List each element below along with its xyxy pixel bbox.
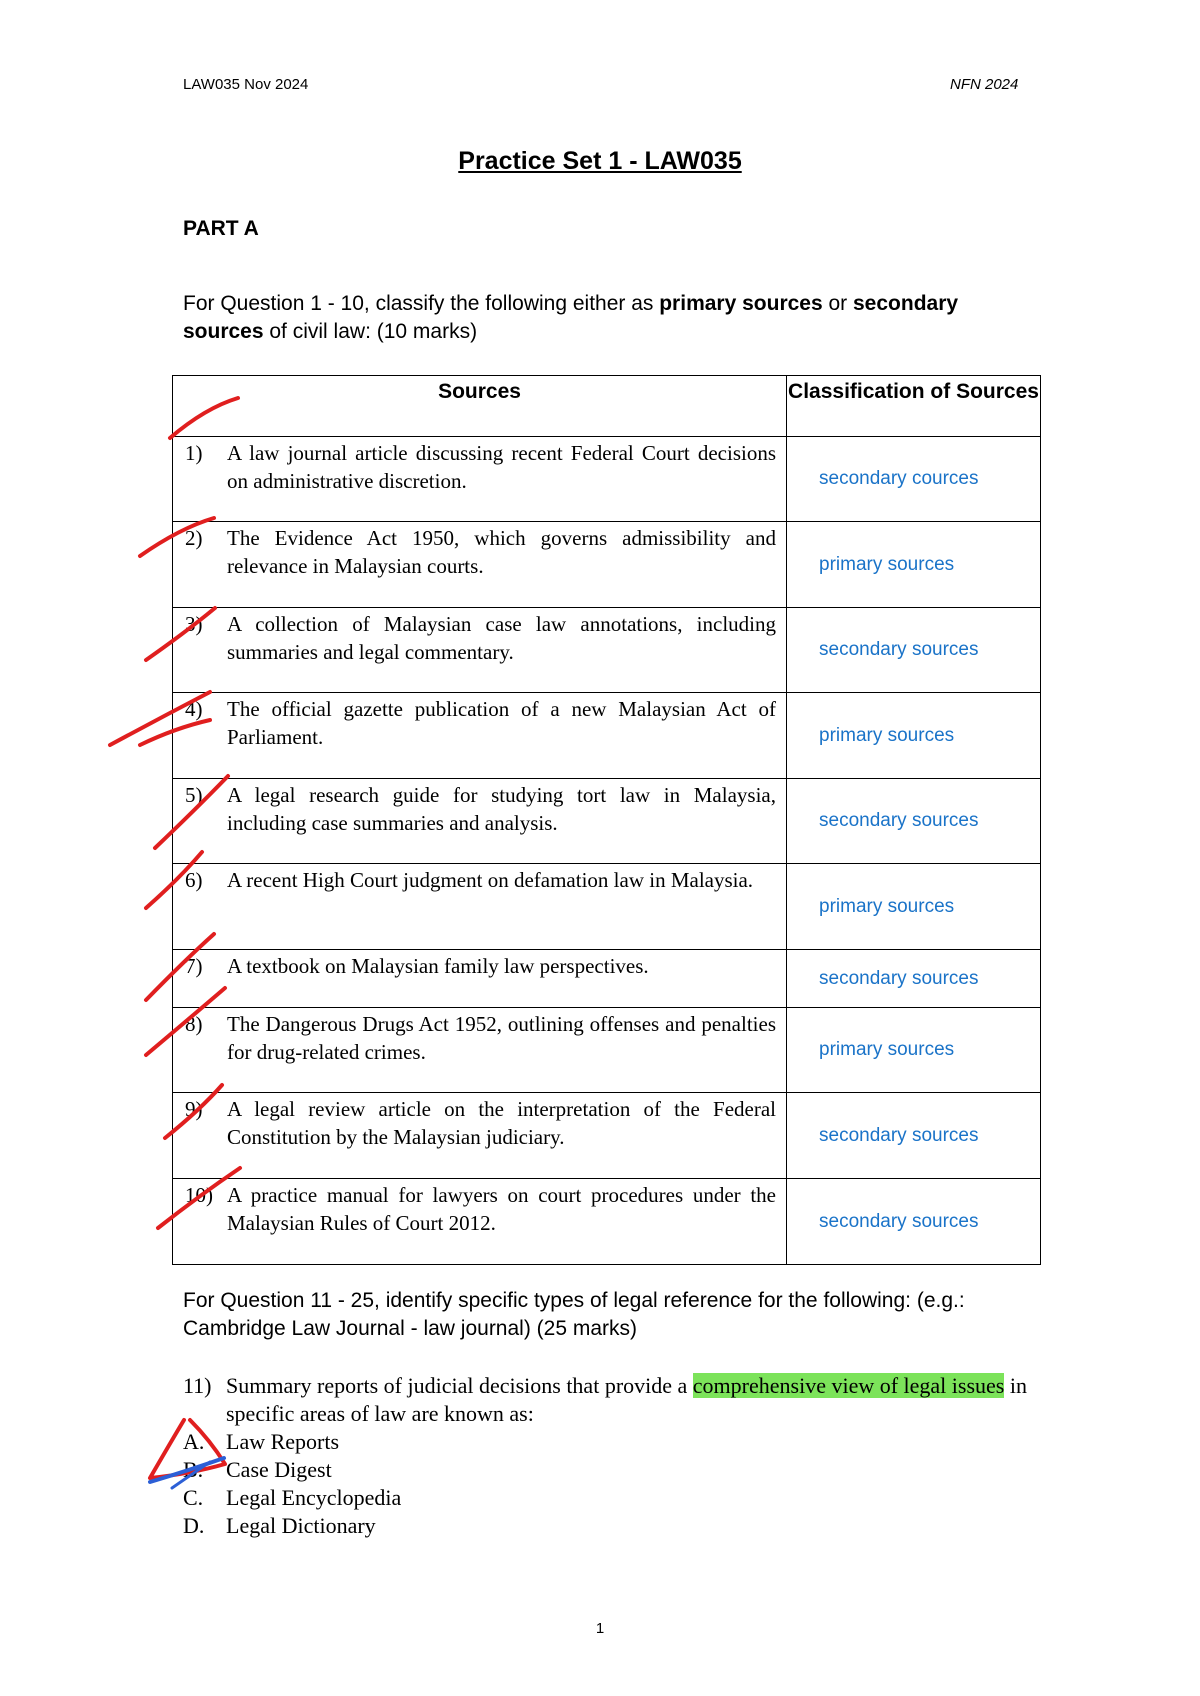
page-title: Practice Set 1 - LAW035 — [458, 147, 742, 175]
page-number: 1 — [595, 1620, 605, 1637]
question-number: 6) — [185, 868, 203, 892]
table-row — [173, 1179, 1041, 1265]
question-number: 9) — [185, 1097, 203, 1121]
table-row — [173, 608, 1041, 693]
question-number: 3) — [185, 612, 203, 636]
question-cell — [173, 693, 787, 779]
question-number: 8) — [185, 1012, 203, 1036]
question-text: A textbook on Malaysian family law perspectives. — [227, 954, 649, 978]
sources-table — [172, 375, 1041, 1265]
instructions-1-mid: or — [822, 292, 853, 315]
question-text: The Dangerous Drugs Act 1952, outlining offenses and penalties for drug-related crimes. — [227, 1012, 776, 1064]
header-classification: Classification of Sources — [787, 376, 1041, 437]
answer-cell: primary sources — [787, 864, 1041, 950]
option-b — [183, 1456, 1043, 1484]
instructions-1-bold-primary: primary sources — [659, 292, 823, 315]
table-row — [173, 1008, 1041, 1093]
question-cell — [173, 950, 787, 1008]
question-11-stem-pre: Summary reports of judicial decisions that provide a — [226, 1373, 693, 1398]
option-a — [183, 1428, 1043, 1456]
question-number: 10) — [185, 1183, 213, 1207]
option-letter: C. — [183, 1485, 204, 1510]
table-row — [173, 693, 1041, 779]
header-right: NFN 2024 — [950, 76, 1019, 93]
question-11 — [183, 1372, 1043, 1540]
question-number: 4) — [185, 697, 203, 721]
question-text: A collection of Malaysian case law annotations, including summaries and legal commentary. — [227, 612, 776, 664]
question-cell — [173, 1179, 787, 1265]
question-number: 1) — [185, 441, 203, 465]
question-number: 2) — [185, 526, 203, 550]
table-header-row — [173, 376, 1041, 437]
header-left: LAW035 Nov 2024 — [183, 76, 309, 93]
question-text: A practice manual for lawyers on court procedures under the Malaysian Rules of Court 2012. — [227, 1183, 776, 1235]
question-cell — [173, 608, 787, 693]
question-cell — [173, 779, 787, 864]
option-letter: A. — [183, 1429, 205, 1454]
question-11-stem-post: in specific areas of law are known as: — [226, 1373, 1027, 1426]
instructions-2: For Question 11 - 25, identify specific types of legal reference for the following: (e.g.: Cambridge Law Journal - law journal) (25 marks) — [183, 1289, 965, 1340]
table-row — [173, 864, 1041, 950]
option-d — [183, 1512, 1043, 1540]
question-text: A recent High Court judgment on defamation law in Malaysia. — [227, 868, 754, 892]
part-heading: PART A — [183, 217, 259, 240]
question-cell — [173, 522, 787, 608]
question-cell — [173, 437, 787, 522]
question-text: A legal research guide for studying tort law in Malaysia, including case summaries and analysis. — [227, 783, 776, 835]
table-row — [173, 522, 1041, 608]
table-row — [173, 437, 1041, 522]
option-text: Legal Encyclopedia — [226, 1485, 402, 1510]
instructions-1 — [183, 290, 1043, 346]
instructions-1-pre: For Question 1 - 10, classify the following either as — [183, 292, 660, 315]
option-letter: B. — [183, 1457, 204, 1482]
table-row — [173, 779, 1041, 864]
instructions-1-bold-secondary: secondary sources — [183, 292, 959, 343]
option-c — [183, 1484, 1043, 1512]
table-row — [173, 1093, 1041, 1179]
answer-cell: secondary sources — [787, 1179, 1041, 1265]
question-text: The official gazette publication of a new Malaysian Act of Parliament. — [227, 697, 776, 749]
answer-cell: primary sources — [787, 693, 1041, 779]
question-11-number: 11) — [183, 1373, 212, 1398]
answer-cell: secondary cources — [787, 437, 1041, 522]
question-number: 5) — [185, 783, 203, 807]
option-text: Legal Dictionary — [226, 1513, 376, 1538]
answer-cell: primary sources — [787, 522, 1041, 608]
question-number: 7) — [185, 954, 203, 978]
question-text: The Evidence Act 1950, which governs admissibility and relevance in Malaysian courts. — [227, 526, 776, 578]
question-text: A law journal article discussing recent Federal Court decisions on administrative discretion. — [227, 441, 776, 493]
question-11-stem — [226, 1372, 1043, 1428]
question-cell — [173, 864, 787, 950]
option-letter: D. — [183, 1513, 205, 1538]
highlighted-text: comprehensive view of legal issues — [692, 1373, 1005, 1398]
table-row — [173, 950, 1041, 1008]
header-sources: Sources — [173, 376, 787, 437]
question-text: A legal review article on the interpretation of the Federal Constitution by the Malaysian judiciary. — [227, 1097, 776, 1149]
answer-cell: secondary sources — [787, 779, 1041, 864]
option-text: Case Digest — [226, 1457, 332, 1482]
answer-cell: primary sources — [787, 1008, 1041, 1093]
option-text: Law Reports — [226, 1429, 340, 1454]
instructions-1-post: of civil law: (10 marks) — [263, 320, 478, 343]
question-cell — [173, 1093, 787, 1179]
question-cell — [173, 1008, 787, 1093]
answer-cell: secondary sources — [787, 1093, 1041, 1179]
answer-cell: secondary sources — [787, 608, 1041, 693]
answer-cell: secondary sources — [787, 950, 1041, 1008]
